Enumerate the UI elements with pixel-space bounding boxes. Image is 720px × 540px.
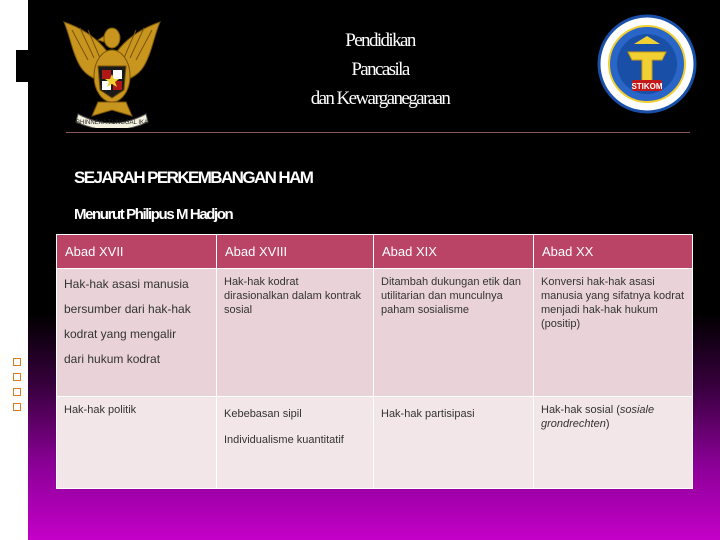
bullet-icon [13,388,21,396]
cell-text: Hak-hak sosial ( [541,404,620,416]
title-line: dan Kewarganegaraan [310,88,450,109]
table-cell: Hak-hak kodrat dirasionalkan dalam kontrak sosial [217,269,374,397]
table-cell [534,397,693,489]
column-header: Abad XIX [374,235,534,269]
cell-line: bersumber dari hak-hak [64,302,191,316]
cell-line: Hak-hak asasi manusia [64,277,189,291]
table-cell: Hak-hak politik [57,397,217,489]
cell-italic-text: sosiale grondrechten [541,404,655,430]
svg-text:BHINNEKA TUNGGAL IKA: BHINNEKA TUNGGAL IKA [75,120,149,126]
cell-line: Individualisme kuantitatif [224,434,344,446]
cell-line: Kebebasan sipil [224,408,302,420]
table-cell [217,397,374,489]
left-decor-block [16,50,30,82]
table-cell: Konversi hak-hak asasi manusia yang sifatnya kodrat menjadi hak-hak hukum (positip) [534,269,693,397]
title-line: Pancasila [351,59,409,80]
column-header: Abad XVIII [217,235,374,269]
garuda-emblem-logo [58,16,166,128]
section-subheading: Menurut Philipus M Hadjon [74,206,233,223]
table-row [57,269,693,397]
column-header: Abad XVII [57,235,217,269]
title-line: Pendidikan [345,30,415,51]
table-cell: Hak-hak partisipasi [374,397,534,489]
bullet-icon [13,373,21,381]
cell-line: dari hukum kodrat [64,352,161,366]
logo-text: STIKOM [631,82,663,91]
header-divider [66,132,690,133]
ham-history-table [56,234,693,489]
bullet-icon [13,358,21,366]
stikom-bali-logo [596,14,698,114]
bullet-icon [13,403,21,411]
table-cell: Ditambah dukungan etik dan utilitarian dan munculnya paham sosialisme [374,269,534,397]
cell-line: kodrat yang mengalir [64,327,177,341]
cell-text: ) [605,418,610,430]
table-header-row [57,235,693,269]
table-row [57,397,693,489]
column-header: Abad XX [534,235,693,269]
table-cell [57,269,217,397]
section-heading: SEJARAH PERKEMBANGAN HAM [74,168,313,187]
page-title [300,26,460,113]
